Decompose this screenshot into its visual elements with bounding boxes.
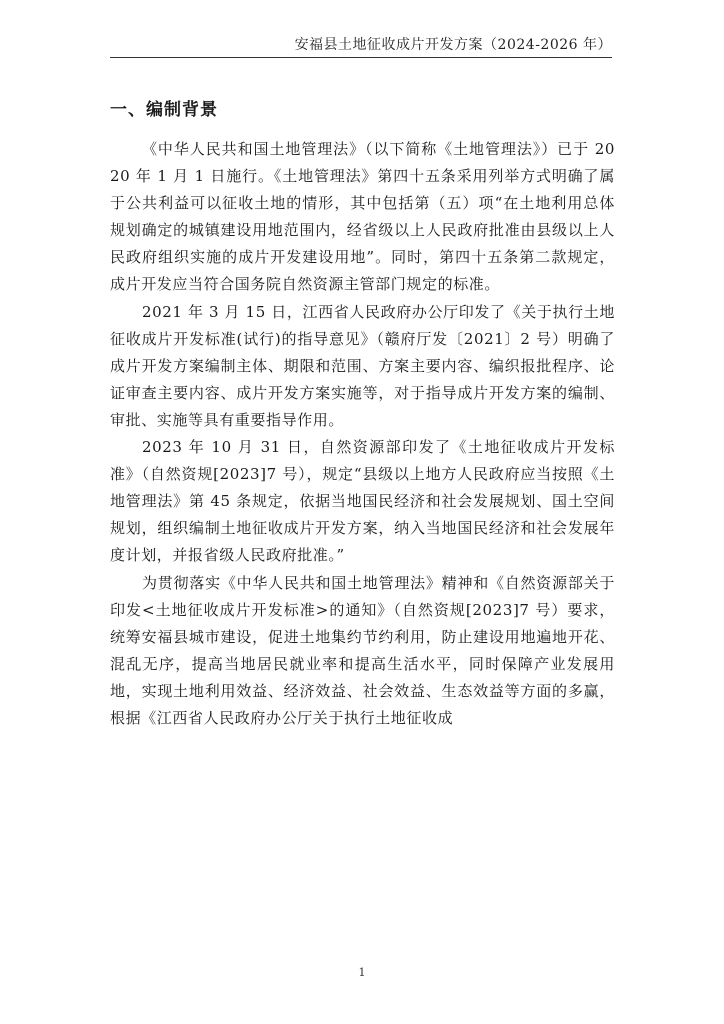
page-number: 1 xyxy=(358,966,366,979)
section-heading: 一、编制背景 xyxy=(110,100,218,120)
paragraph: 2021 年 3 月 15 日，江西省人民政府办公厅印发了《关于执行土地征收成片开发标准(试行)的指导意见》（赣府厅发〔2021〕2 号）明确了成片开发方案编制主体、期限和范围、方案主要内容、编织报批程序、论证审查主要内容、成片开发方案实施等，对于指导成片开发方案的编制、审批、实施等具有重要指导作用。 xyxy=(110,302,615,429)
header-rule xyxy=(110,57,612,58)
paragraph: 《中华人民共和国土地管理法》（以下简称《土地管理法》）已于 2020 年 1 月 1 日施行。《土地管理法》第四十五条采用列举方式明确了属于公共利益可以征收土地的情形，其中包括第（五）项“在土地利用总体规划确定的城镇建设用地范围内，经省级以上人民政府批准由县级以上人民政府组织实施的成片开发建设用地”。同时，第四十五条第二款规定，成片开发应当符合国务院自然资源主管部门规定的标准。 xyxy=(110,140,615,294)
paragraph: 为贯彻落实《中华人民共和国土地管理法》精神和《自然资源部关于印发<土地征收成片开发标准>的通知》（自然资规[2023]7 号）要求，统筹安福县城市建设，促进土地集约节约利用，防止建设用地遍地开花、混乱无序，提高当地居民就业率和提高生活水平，同时保障产业发展用地，实现土地利用效益、经济效益、社会效益、生态效益等方面的多赢，根据《江西省人民政府办公厅关于执行土地征收成 xyxy=(110,573,615,727)
running-header: 安福县土地征收成片开发方案（2024-2026 年） xyxy=(294,37,612,53)
paragraph: 2023 年 10 月 31 日，自然资源部印发了《土地征收成片开发标准》（自然资规[2023]7 号），规定“县级以上地方人民政府应当按照《土地管理法》第 45 条规定，依据当地国民经济和社会发展规划、国土空间规划，组织编制土地征收成片开发方案，纳入当地国民经济和社会发展年度计划，并报省级人民政府批准。” xyxy=(110,438,615,565)
body-text xyxy=(110,136,615,732)
